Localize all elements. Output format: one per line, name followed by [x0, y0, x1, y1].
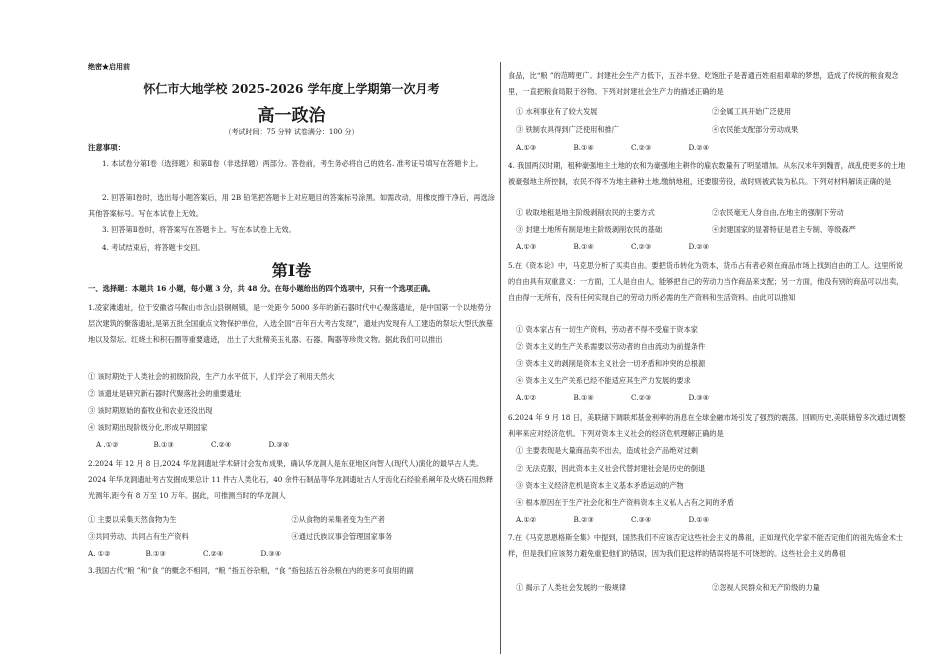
option: ③ 资本主义经济危机是资本主义基本矛盾运动的产物 [516, 481, 684, 490]
notice-item: 4. 考试结束后，将答题卡交回。 [102, 243, 205, 252]
answer-d: D.③④ [268, 440, 290, 449]
question-7-stem: 7.在《马克思恩格斯全集》中提到，国然我们不应该否定这些社会主义的鼻祖，正如现代化学家不能否定他们的祖先炼金术士样，但是我们应该努力避免重犯他们的错误，因为我们犯这样的错误将是不可饶恕的。这些社会主义的鼻祖 [508, 533, 903, 558]
confidential-mark: 绝密★启用前 [88, 62, 130, 71]
subject-title: 高一政治 [257, 106, 326, 126]
answer-a: A.①② [516, 393, 537, 402]
answer-a: A .①② [96, 440, 119, 449]
right-column [508, 0, 908, 672]
option: ② 该遗址是研究新石器时代聚落社会的重要遗址 [88, 389, 242, 398]
answer-d: D.②④ [688, 242, 710, 251]
notice-item: 1. 本试卷分第Ⅰ卷（选择题）和第Ⅱ卷（非选择题）两部分。答卷前，考生务必将自己的姓名. 准考证号填写在答题卡上。 [102, 159, 483, 168]
option-row [516, 580, 908, 596]
answer-choices [516, 512, 746, 528]
option: ②农民毫无人身自由,在地主的强制下劳动 [712, 208, 844, 217]
column-divider [500, 62, 501, 654]
school-exam-title: 怀仁市大地学校 2025-2026 学年度上学期第一次月考 [143, 82, 440, 96]
question-2-stem: 2.2024 年 12 月 8 日,2024 华龙洞遗址学术研讨会发布成果，确认华龙洞人是东亚地区向智人(现代人)演化的最早古人类。2024 年华龙洞遗址考古发掘成果总计 11 件古人类化石，40 余件石制品等华龙洞遗址古人牙齿化石经验系阐年及火烧石用热释光测年,距今有 8 万至 10 万年。据此，可推测当时的华龙洞人 [88, 459, 494, 500]
option: ④农民能支配部分劳动成果 [712, 125, 799, 134]
answer-c: C.③④ [631, 515, 652, 524]
answer-b: B.①④ [573, 242, 594, 251]
option-row [516, 122, 908, 138]
answer-a: A.①③ [516, 242, 537, 251]
answer-choices [516, 239, 746, 255]
answer-a: A. ①② [88, 549, 111, 558]
answer-c: C.②④ [211, 440, 232, 449]
question-3-stem-continued: 食品，比“粮 ”的范畴更广。封建社会生产力低下，五谷丰登、吃饱肚子是普通百姓祖祖辈辈的梦想，造成了传统的粮食观念里，一直把粮食局限于谷物。下列对封建社会生产力的描述正确的是 [508, 71, 899, 96]
option: ② 无法克服，因此资本主义社会代替封建社会是历史的倒退 [516, 464, 706, 473]
option: ④通过氏族议事会管理国家事务 [291, 532, 393, 541]
option: ① 收取地租是地主阶级剥削农民的主要方式 [516, 208, 655, 217]
option: ③ 资本主义的剥削是资本主义社会一切矛盾和冲突的总根源 [516, 359, 706, 368]
answer-d: D.③④ [260, 549, 282, 558]
option: ① 资本家占有一切生产资料，劳动者不得不受雇于资本家 [516, 325, 698, 334]
option: ②忽视人民群众和无产阶级的力量 [712, 583, 820, 592]
section-heading: 一、选择题：本题共 16 小题，每小题 3 分，共 48 分。在每小题给出的四个选项中，只有一个选项正确。 [88, 284, 436, 293]
answer-d: D.①④ [688, 515, 710, 524]
option: ② 资本主义的生产关系需要以劳动者的自由流动为前提条件 [516, 342, 706, 351]
option: ③ 该时期原始的畜牧业和农业还没出现 [88, 406, 213, 415]
option: ②从食物的采集者变为生产者 [291, 515, 385, 524]
option: ③ 封建土地所有制是地主阶级剥削农民的基础 [516, 225, 663, 234]
question-3-stem-start: 3.我国古代“粮 ”和“食 ”的概念不相同，“粮 ”指五谷杂粮，“食 ”指包括五谷杂粮在内的更多可食用的副 [88, 566, 414, 575]
question-1-stem: 1.凌家滩遗址，位于安徽省马鞍山市含山县铜闸镇，是一处距今 5000 多年的新石器时代中心聚落遗址，是中国第一个以地势分层次建筑的聚落遗址,是第五批全国重点文物保护单位，入选全国“百年百大考古发现”，遗址内发现有人工建造的祭坛大型氏族墓地以及祭坛、红烧土和积石圈等重要遗迹， 出土了大批精美玉礼器、石器、陶器等珍贵文物。据此我们可以推出 [88, 303, 493, 344]
option: ③ 铁制农具得到广泛使用和推广 [516, 125, 619, 134]
option: ④ 资本主义生产关系已经不能适应其生产力发展的要求 [516, 376, 691, 385]
option: ④ 根本原因在于生产社会化和生产资料资本主义私人占有之间的矛盾 [516, 498, 734, 507]
answer-d: D.③④ [688, 393, 710, 402]
volume-title: 第Ⅰ卷 [271, 261, 312, 280]
answer-choices [516, 140, 746, 156]
answer-a: A.①② [516, 515, 537, 524]
answer-c: C.②③ [631, 143, 652, 152]
option: ②金属工具开始广泛使用 [712, 107, 792, 116]
option-row [516, 205, 908, 221]
answer-c: C.②③ [631, 242, 652, 251]
answer-d: D.②④ [688, 143, 710, 152]
answer-c: C.②③ [631, 393, 652, 402]
answer-choices [88, 546, 318, 562]
left-column [88, 0, 495, 672]
option-row [88, 529, 495, 545]
answer-b: B.②③ [573, 515, 594, 524]
option: ④ 该时期出现阶级分化,形成早期国家 [88, 423, 208, 432]
notice-item: 2. 回答第Ⅰ卷时，选出每小题答案后，用 2B 铅笔把答题卡上对应题目的答案标号涂黑。如需改动，用橡皮擦干净后，再选涂其他答案标号。写在本试卷上无效。 [88, 193, 495, 218]
answer-b: B.①④ [573, 393, 594, 402]
option-row [516, 104, 908, 120]
option: ③共同劳动、共同占有生产资料 [88, 532, 189, 541]
option-row [516, 222, 908, 238]
option: ④封建国家的显著特征是君主专制、等级森严 [712, 225, 856, 234]
option: ① 该时期处于人类社会的初级阶段，生产力水平低下，人们学会了利用天然火 [88, 372, 335, 381]
answer-a: A.①③ [516, 143, 537, 152]
option: ① 水利事业有了较大发展 [516, 107, 598, 116]
option-row [88, 512, 495, 528]
answer-c: C.②④ [203, 549, 224, 558]
option: ① 主要表现是大量商品卖不出去，造成社会产品绝对过剩 [516, 446, 698, 455]
notice-heading: 注意事项： [88, 143, 125, 152]
option: ① 揭示了人类社会发展的一般规律 [516, 583, 627, 592]
question-5-stem: 5.在《资本论》中，马克思分析了买卖自由。要把货币转化为资本，货币占有者必须在商品市场上找到自由的工人。这里所说的自由具有双重意义：一方面，工人是自由人，能够把自己的劳动力当作商品来支配；另一方面，他没有别的商品可以出卖，自由得一无所有，没有任何实现自己的劳动力所必需的生产资料和生活资料。由此可以推知 [508, 261, 904, 302]
answer-b: B.①③ [145, 549, 166, 558]
answer-choices [96, 437, 326, 453]
exam-info: （考试时间：75 分钟 试卷满分：100 分） [224, 128, 359, 136]
option: ① 主要以采集天然食物为生 [88, 515, 177, 524]
question-6-stem: 6.2024 年 9 月 18 日，美联储下调联邦基金利率的消息在全球金融市场引发了强烈的震荡。回顾历史,美联储曾多次通过调整利率来应对经济危机。下列对资本主义社会的经济危机理解正确的是 [508, 413, 906, 438]
answer-choices [516, 390, 746, 406]
answer-b: B.①③ [153, 440, 174, 449]
notice-item: 3. 回答第Ⅱ卷时，将答案写在答题卡上。写在本试卷上无效。 [102, 225, 296, 234]
answer-b: B.①④ [573, 143, 594, 152]
question-4-stem: 4. 我国两汉时期，租种豪强地主土地的农和为豪强地主耕作的雇农数量有了明显增加。从东汉末年到魏晋，战乱使更多的土地被豪强地主所控制，农民不得不为地主耕种土地,缴纳地租，还要服劳役，战时则被武装为私兵。下列对材料解读正确的是 [508, 161, 906, 186]
